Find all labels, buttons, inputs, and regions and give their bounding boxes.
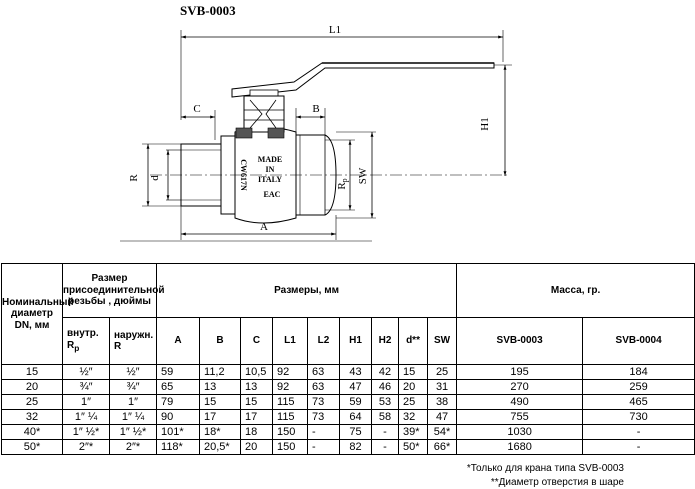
cell-l1: 92 [273,380,308,395]
cell-sw: 31 [428,380,457,395]
footnote-1: *Только для крана типа SVB-0003 [466,463,624,474]
cell-h1: 82 [340,440,372,455]
cell-rp: 2″* [63,440,110,455]
label-h1: H1 [479,117,491,131]
cell-sw: 54* [428,425,457,440]
cell-h1: 75 [340,425,372,440]
cell-l2: 63 [308,380,340,395]
cell-m2: 730 [583,410,695,425]
header-col-a: A [157,318,200,365]
cell-l1: 150 [273,440,308,455]
cell-dn: 25 [2,395,63,410]
cell-a: 90 [157,410,200,425]
cell-h2: 46 [372,380,399,395]
cell-b: 17 [200,410,241,425]
table-row [2,380,695,395]
cell-sw: 47 [428,410,457,425]
table-row [2,365,695,380]
cell-b: 15 [200,395,241,410]
cell-r: ¾″ [110,380,157,395]
model-title: SVB-0003 [180,3,236,18]
header-external: наружн. R [110,318,157,365]
header-col-sw: SW [428,318,457,365]
cell-rp: ¾″ [63,380,110,395]
cell-d: 15 [399,365,428,380]
cell-l1: 150 [273,425,308,440]
cell-d: 39* [399,425,428,440]
cell-b: 13 [200,380,241,395]
cell-d: 50* [399,440,428,455]
cell-a: 79 [157,395,200,410]
cell-m2: - [583,440,695,455]
label-b: B [312,103,320,115]
cell-b: 20,5* [200,440,241,455]
cell-m2: 465 [583,395,695,410]
body-text-line-2: IN [265,165,275,174]
label-l1: L1 [328,24,342,36]
label-sw: SW [357,167,369,185]
cell-l2: 73 [308,395,340,410]
cell-d: 20 [399,380,428,395]
cell-l2: 63 [308,365,340,380]
cell-l1: 115 [273,410,308,425]
specification-table [1,263,695,455]
header-thread: Размер присоединительной резьбы , дюймы [63,264,157,318]
cell-a: 118* [157,440,200,455]
cell-h2: - [372,440,399,455]
cell-l2: 73 [308,410,340,425]
body-text-line-1: MADE [257,155,283,164]
cell-h2: - [372,425,399,440]
label-a: A [260,221,268,233]
label-r: R [128,174,140,182]
cell-dn: 50* [2,440,63,455]
cell-rp: 1″ ¼ [63,410,110,425]
cell-rp: 1″ [63,395,110,410]
cell-c: 13 [241,380,273,395]
table-row [2,425,695,440]
cell-c: 15 [241,395,273,410]
cell-c: 18 [241,425,273,440]
cell-dn: 32 [2,410,63,425]
header-col-c: C [241,318,273,365]
dimension-b [296,103,325,135]
header-col-h1: H1 [340,318,372,365]
cell-dn: 40* [2,425,63,440]
cell-m2: - [583,425,695,440]
cell-b: 18* [200,425,241,440]
label-rp: R [336,182,348,190]
svg-text:Rp [336,178,349,189]
cell-sw: 38 [428,395,457,410]
cell-d: 32 [399,410,428,425]
side-marking: CW617N [239,159,248,191]
table-row [2,395,695,410]
cell-m2: 259 [583,380,695,395]
header-internal: внутр. $R_p$ [63,318,110,365]
header-col-b: B [200,318,241,365]
cell-sw: 66* [428,440,457,455]
cell-h2: 42 [372,365,399,380]
cell-d: 25 [399,395,428,410]
header-dimensions: Размеры, мм [157,264,457,318]
cell-h1: 64 [340,410,372,425]
valve-handle [232,63,494,98]
cell-h1: 47 [340,380,372,395]
dimension-c [181,103,215,140]
cell-l2: - [308,425,340,440]
label-c: C [193,103,201,115]
cell-r: 1″ [110,395,157,410]
header-col-l2: L2 [308,318,340,365]
cell-h1: 59 [340,395,372,410]
cell-b: 11,2 [200,365,241,380]
cell-h2: 58 [372,410,399,425]
header-dn: Номинальный диаметр DN, мм [2,264,63,365]
label-d: d [149,175,161,181]
cell-h1: 43 [340,365,372,380]
header-col-d: d** [399,318,428,365]
eac-mark: EAC [263,190,281,199]
header-col-h2: H2 [372,318,399,365]
cell-r: 1″ ¼ [110,410,157,425]
cell-a: 101* [157,425,200,440]
cell-dn: 20 [2,380,63,395]
dimension-l1 [181,24,503,120]
header-mass: Масса, гр. [457,264,695,318]
cell-h2: 53 [372,395,399,410]
cell-l1: 92 [273,365,308,380]
cell-c: 20 [241,440,273,455]
valve-body [181,96,336,223]
cell-r: 2″* [110,440,157,455]
cell-c: 17 [241,410,273,425]
cell-m2: 184 [583,365,695,380]
cell-l1: 115 [273,395,308,410]
cell-a: 59 [157,365,200,380]
cell-c: 10,5 [241,365,273,380]
cell-r: 1″ ½* [110,425,157,440]
cell-rp: ½″ [63,365,110,380]
cell-rp: 1″ ½* [63,425,110,440]
cell-m1: 195 [457,365,583,380]
header-col-l1: L1 [273,318,308,365]
cell-l2: - [308,440,340,455]
footnote-2: **Диаметр отверстия в шаре [490,477,624,488]
cell-r: ½″ [110,365,157,380]
table-row [2,440,695,455]
label-rp-sub: p [340,178,349,183]
body-text-line-3: ITALY [257,175,283,184]
cell-m1: 490 [457,395,583,410]
header-col-svb0004: SVB-0004 [583,318,695,365]
cell-m1: 755 [457,410,583,425]
cell-a: 65 [157,380,200,395]
cell-m1: 1030 [457,425,583,440]
cell-m1: 270 [457,380,583,395]
header-col-svb0003: SVB-0003 [457,318,583,365]
table-row [2,410,695,425]
cell-sw: 25 [428,365,457,380]
dimension-h1 [479,65,512,176]
cell-dn: 15 [2,365,63,380]
cell-m1: 1680 [457,440,583,455]
